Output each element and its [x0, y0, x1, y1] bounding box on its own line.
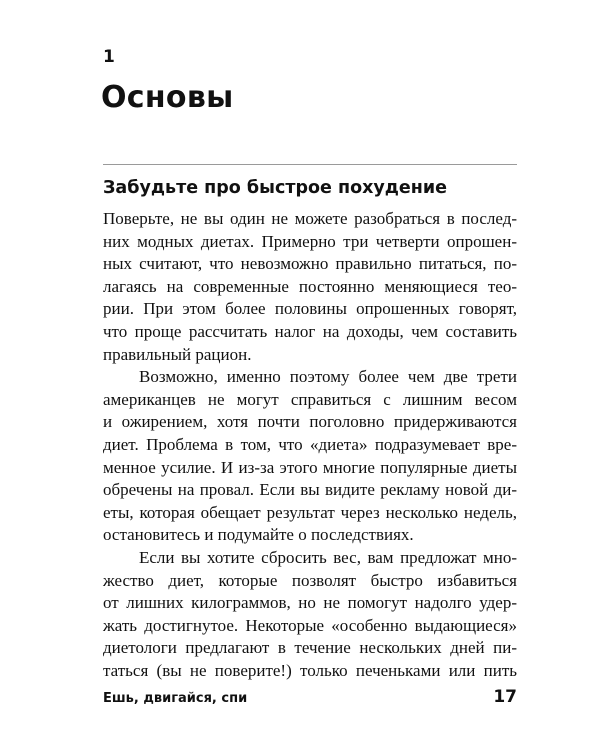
- chapter-number: 1: [103, 47, 115, 67]
- text-line: правильный рацион.: [103, 344, 252, 364]
- text-line: жество диет, которые позволят быстро избавиться: [103, 570, 517, 590]
- section-divider: [103, 164, 517, 165]
- text-line: остановитесь и подумайте о последствиях.: [103, 525, 414, 545]
- text-line: что проще рассчитать налог на доходы, чем составить: [103, 321, 517, 341]
- text-line: таться (вы не поверите!) только печеньками или пить: [103, 660, 517, 680]
- text-line: жать достигнутое. Некоторые «особенно выдающиеся»: [103, 615, 517, 635]
- text-line: них модных диетах. Примерно три четверти опрошен-: [103, 231, 517, 251]
- text-line: и ожирением, хотя почти поголовно придерживаются: [103, 412, 517, 432]
- body-text: [103, 208, 517, 682]
- text-line: ных считают, что невозможно правильно питаться, по-: [103, 254, 517, 274]
- chapter-title: Основы: [101, 80, 234, 115]
- paragraph-2: [103, 366, 517, 547]
- text-line: еты, которая обещает результат через несколько недель,: [103, 502, 517, 522]
- paragraph-3: [103, 547, 517, 683]
- text-line: рии. При этом более половины опрошенных говорят,: [103, 299, 517, 319]
- footer-book-title: Ешь, двигайся, спи: [103, 691, 248, 706]
- text-line: Если вы хотите сбросить вес, вам предложат мно-: [139, 547, 517, 567]
- paragraph-1: [103, 208, 517, 366]
- text-line: менное усилие. И из-за этого многие популярные диеты: [103, 457, 517, 477]
- page-number: 17: [493, 687, 517, 707]
- text-line: от лишних килограммов, но не помогут надолго удер-: [103, 593, 517, 613]
- section-heading: Забудьте про быстрое похудение: [103, 178, 448, 198]
- text-line: диет. Проблема в том, что «диета» подразумевает вре-: [103, 434, 517, 454]
- text-line: Возможно, именно поэтому более чем две трети: [139, 367, 517, 387]
- text-line: диетологи предлагают в течение нескольких дней пи-: [103, 638, 517, 658]
- text-line: американцев не могут справиться с лишним весом: [103, 389, 517, 409]
- text-line: обречены на провал. Если вы видите рекламу новой ди-: [103, 480, 517, 500]
- text-line: Поверьте, не вы один не можете разобраться в послед-: [103, 209, 517, 228]
- text-line: лагаясь на современные постоянно меняющиеся тео-: [103, 276, 517, 296]
